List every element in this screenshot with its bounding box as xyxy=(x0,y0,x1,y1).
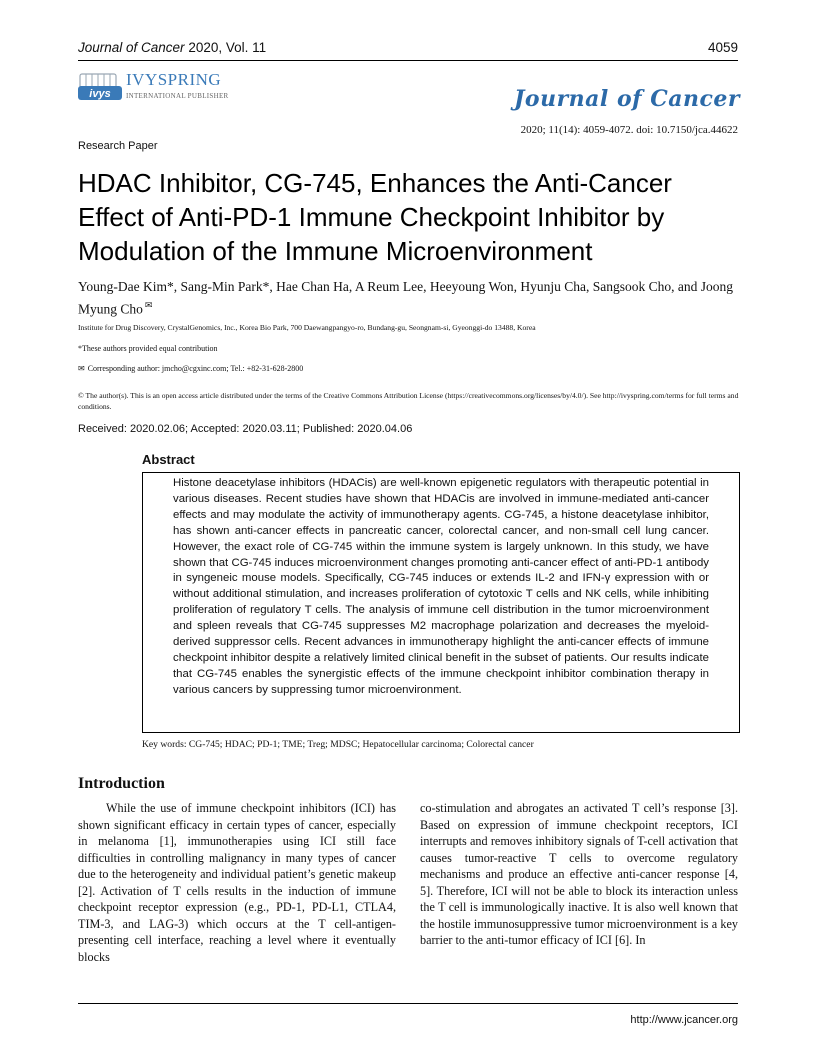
equal-contribution-note: *These authors provided equal contribution xyxy=(78,344,218,353)
journal-name: Journal of Cancer xyxy=(78,40,185,55)
publisher-subtitle: INTERNATIONAL PUBLISHER xyxy=(126,92,229,100)
introduction-right-column: co-stimulation and abrogates an activated T cell’s response [3]. Based on expression of immune checkpoint receptors, ICI interrupts and removes inhibitory signals of T-cell activation that causes tumor-reactive T cells to overcome regulatory mechanisms and produce an effective anti-cancer response [4, 5]. Therefore, ICI will not be able to block its interaction unless the T cell is immunologically inactive. It is also well known that the hostile immunosuppressive tumor microenvironment is a key barrier to the anti-tumor efficacy of ICI [6]. In xyxy=(420,801,738,947)
publisher-name: IVYSPRING xyxy=(126,70,222,89)
license-statement: © The author(s). This is an open access article distributed under the terms of the Creative Commons Attribution License (https://creativecommons.org/licenses/by/4.0/). See http://ivyspring.com/terms for full terms and conditions. xyxy=(78,391,739,411)
author-list: Young-Dae Kim*, Sang-Min Park*, Hae Chan Ha, A Reum Lee, Heeyoung Won, Hyunju Cha, Sangsook Cho, and Joong Myung Cho xyxy=(78,279,733,317)
envelope-icon[interactable]: ✉ xyxy=(144,300,153,310)
abstract-text: Histone deacetylase inhibitors (HDACis) are well-known epigenetic regulators with therapeutic potential in various diseases. Recent studies have shown that HDACis are involved in immune-mediated anti-cancer effects and may modulate the activity of immunotherapy agents. CG-745, a histone deacetylase inhibitor, has shown anti-cancer effects in pancreatic cancer, colorectal cancer, and non-small cell lung cancer. However, the exact role of CG-745 within the immune system is largely unknown. In this study, we have shown that CG-745 induces microenvironment changes promoting anti-cancer effect of anti-PD-1 antibody in syngeneic mouse models. Specifically, CG-745 induces or extends IL-2 and IFN-γ expression with or without additional stimulation, and increases proliferation of cytotoxic T cells and NK cells, while inhibiting proliferation of regulatory T cells. The analysis of immune cell distribution in the tumor microenvironment and spleen reveals that CG-745 suppresses M2 macrophage polarization and decreases the myeloid-derived suppressor cells. Recent advances in immunotherapy highlight the anti-cancer effects of immune checkpoint inhibitor despite a relatively limited clinical benefit in the subset of patients. Our results indicate that CG-745 enables the synergistic effects of the immune checkpoint inhibitor combination therapy in various cancers by suppressing tumor microenvironment. xyxy=(173,477,709,696)
citation: 2020; 11(14): 4059-4072. doi: 10.7150/jca.44622 xyxy=(520,124,738,136)
abstract-heading: Abstract xyxy=(142,452,195,467)
corresponding-author-text[interactable]: Corresponding author: jmcho@cgxinc.com; Tel.: +82-31-628-2800 xyxy=(87,364,304,373)
publication-dates: Received: 2020.02.06; Accepted: 2020.03.11; Published: 2020.04.06 xyxy=(78,423,413,435)
envelope-icon: ✉ xyxy=(78,364,85,373)
abstract-box xyxy=(142,472,740,733)
affiliation: Institute for Drug Discovery, CrystalGenomics, Inc., Korea Bio Park, 700 Daewangpangyo-ro, Bundang-gu, Seongnam-si, Gyeonggi-do 13488, Korea xyxy=(78,323,536,332)
journal-volume: 2020, Vol. 11 xyxy=(184,40,267,55)
corresponding-author xyxy=(78,364,303,373)
running-head xyxy=(78,40,738,61)
ivyspring-logo-icon xyxy=(76,68,124,104)
footer-divider xyxy=(78,1003,738,1004)
keywords: Key words: CG-745; HDAC; PD-1; TME; Treg; MDSC; Hepatocellular carcinoma; Colorectal cancer xyxy=(142,739,534,750)
publisher-logo[interactable] xyxy=(76,68,246,108)
introduction-heading: Introduction xyxy=(78,775,165,792)
page-number: 4059 xyxy=(707,40,738,55)
journal-logo[interactable]: Journal of Cancer xyxy=(514,86,740,112)
ivyspring-logo-text: ivys xyxy=(89,88,111,100)
running-head-journal xyxy=(78,40,266,55)
article-title: HDAC Inhibitor, CG-745, Enhances the Anti-Cancer Effect of Anti-PD-1 Immune Checkpoint Inhibitor by Modulation of the Immune Microenvironment xyxy=(78,168,672,266)
authors xyxy=(78,277,738,319)
introduction-left-column: While the use of immune checkpoint inhibitors (ICI) has shown significant efficacy in certain types of cancer, especially in melanoma [1], immunotherapies using ICI still face difficulties in controlling malignancy in many types of cancer due to the heterogeneity and individual patient’s genetic makeup [2]. Activation of T cells results in the induction of immune checkpoint receptor expression (e.g., PD-1, PD-L1, CTLA4, TIM-3, and LAG-3) which occurs at the T cell-antigen-presenting cell interface, reaching a level where it eventually blocks xyxy=(78,801,396,964)
footer-url[interactable]: http://www.jcancer.org xyxy=(630,1014,738,1026)
article-type: Research Paper xyxy=(78,140,158,152)
